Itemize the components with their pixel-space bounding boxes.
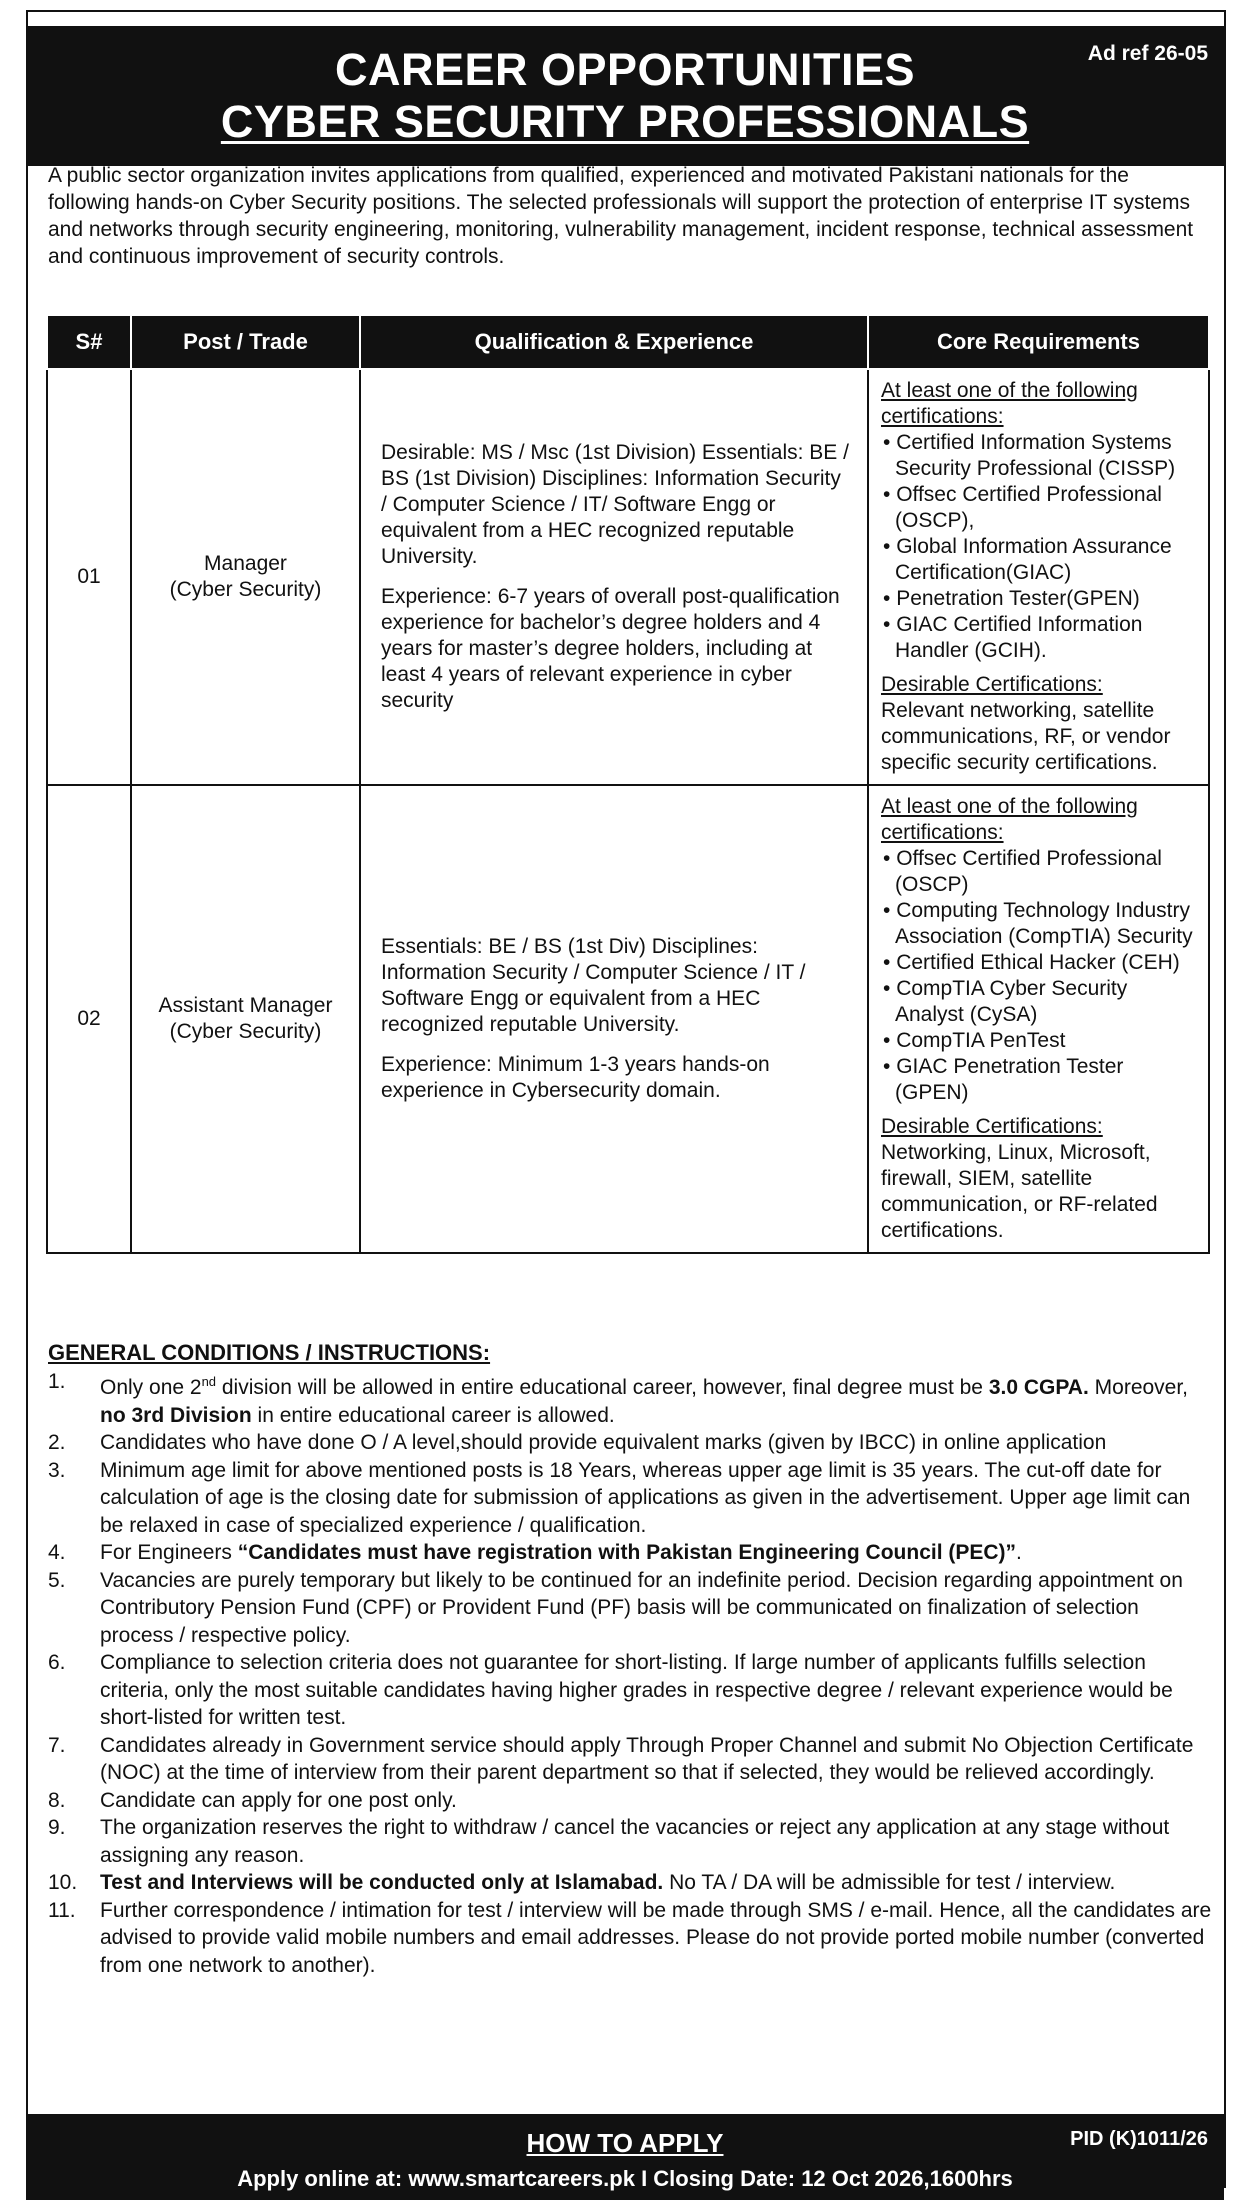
item-number: 2. [48, 1431, 66, 1454]
item-number: 5. [48, 1568, 66, 1592]
item-number: 7. [48, 1733, 66, 1757]
item-text: Moreover, [1088, 1376, 1189, 1399]
row-sn: 01 [47, 369, 131, 785]
footer-banner [26, 2114, 1224, 2200]
desirable-text: Relevant networking, satellite communications, RF, or vendor specific security certifications. [881, 699, 1171, 774]
conditions-list [48, 1368, 1213, 1979]
list-item: • Offsec Certified Professional (OSCP), [881, 482, 1196, 534]
item-text: Vacancies are purely temporary but likely to be continued for an indefinite period. Decision regarding appointment on Contributory Pension Fund (CPF) or Provident Fund (PF) basis will be communicated on finalization of selection process / respective policy. [100, 1568, 1183, 1647]
item-number: 11. [48, 1898, 76, 1922]
item-bold: 3.0 CGPA. [988, 1376, 1089, 1399]
item-text: Minimum age limit for above mentioned posts is 18 Years, whereas upper age limit is 35 years. The cut-off date for calculation of age is the closing date for submission of applications as given in the advertisement. Upper age limit can be relaxed in case of specialized experience / qualification. [100, 1458, 1191, 1537]
header-banner [26, 26, 1224, 166]
list-item [48, 1869, 1213, 1897]
list-item: • Certified Information Systems Security Professional (CISSP) [881, 430, 1196, 482]
list-item [48, 1814, 1213, 1869]
item-text: The organization reserves the right to withdraw / cancel the vacancies or reject any application at any stage without assigning any reason. [100, 1816, 1170, 1867]
row-qualification [360, 785, 868, 1253]
item-text: Candidates who have done O / A level,should provide equivalent marks (given by IBCC) in online application [100, 1431, 1107, 1454]
row-qualification [360, 369, 868, 785]
list-item [48, 1457, 1213, 1540]
intro-paragraph: A public sector organization invites applications from qualified, experienced and motivated Pakistani nationals for the following hands-on Cyber Security positions. The selected professionals will support the protection of enterprise IT systems and networks through security engineering, monitoring, vulnerability management, incident response, technical assessment and continuous improvement of security controls. [48, 164, 1194, 268]
item-bold: “Candidates must have registration with Pakistan Engineering Council (PEC)” [237, 1541, 1017, 1564]
item-number: 3. [48, 1458, 66, 1482]
list-item [48, 1787, 1213, 1815]
ad-reference: Ad ref 26-05 [1087, 42, 1208, 65]
row-sn: 02 [47, 785, 131, 1253]
item-text: . [1016, 1541, 1022, 1564]
row-requirements [868, 369, 1209, 785]
item-text: For Engineers [100, 1541, 238, 1564]
requirements-heading: At least one of the following certifications: [881, 795, 1138, 844]
experience-text: Experience: Minimum 1-3 years hands-on experience in Cybersecurity domain. [381, 1053, 770, 1102]
item-number: 9. [48, 1816, 66, 1839]
col-qualification: Qualification & Experience [360, 315, 868, 369]
list-item: • CompTIA PenTest [881, 1028, 1196, 1054]
item-number: 10. [48, 1871, 78, 1894]
item-text: Candidate can apply for one post only. [100, 1788, 457, 1812]
list-item: • Computing Technology Industry Association (CompTIA) Security [881, 898, 1196, 950]
list-item: • Global Information Assurance Certification(GIAC) [881, 534, 1196, 586]
list-item [48, 1539, 1213, 1567]
superscript: nd [201, 1374, 217, 1389]
item-number: 8. [48, 1788, 66, 1812]
item-text: No TA / DA will be admissible for test / interview. [663, 1871, 1116, 1894]
post-department: (Cyber Security) [169, 578, 322, 601]
list-item: • CompTIA Cyber Security Analyst (CySA) [881, 976, 1196, 1028]
item-bold: Test and Interviews will be conducted only at Islamabad. [100, 1871, 664, 1894]
certification-list [881, 430, 1196, 664]
col-sn: S# [47, 315, 131, 369]
row-requirements [868, 785, 1209, 1253]
requirements-heading: At least one of the following certifications: [881, 379, 1138, 428]
col-post: Post / Trade [131, 315, 360, 369]
positions-table [46, 314, 1210, 1254]
desirable-text: Networking, Linux, Microsoft, firewall, SIEM, satellite communication, or RF-related certifications. [881, 1141, 1158, 1242]
post-title: Manager [204, 552, 287, 575]
qualification-text: Essentials: BE / BS (1st Div) Disciplines: Information Security / Computer Science / IT / Software Engg or equivalent from a HEC recognized reputable University. [381, 935, 806, 1036]
item-number: 1. [48, 1370, 66, 1393]
page-title: CAREER OPPORTUNITIES [334, 44, 916, 95]
post-department: (Cyber Security) [169, 1020, 322, 1043]
list-item: • GIAC Certified Information Handler (GCIH). [881, 612, 1196, 664]
list-item: • Offsec Certified Professional (OSCP) [881, 846, 1196, 898]
certification-list [881, 846, 1196, 1106]
item-text: Only one 2 [100, 1376, 202, 1399]
conditions-heading: GENERAL CONDITIONS / INSTRUCTIONS: [48, 1340, 491, 1365]
list-item [48, 1368, 1213, 1429]
item-number: 6. [48, 1651, 66, 1674]
list-item: • Penetration Tester(GPEN) [881, 586, 1196, 612]
page-subtitle: CYBER SECURITY PROFESSIONALS [220, 96, 1030, 147]
item-bold: no 3rd Division [100, 1403, 252, 1427]
pid-reference: PID (K)1011/26 [1070, 2128, 1208, 2150]
row-post [131, 369, 360, 785]
item-text: in entire educational career is allowed. [251, 1403, 615, 1427]
item-text: Compliance to selection criteria does not guarantee for short-listing. If large number of applicants fulfills selection criteria, only the most suitable candidates having higher grades in respective degree / relevant experience would be short-listed for written test. [100, 1651, 1173, 1729]
list-item: • Certified Ethical Hacker (CEH) [881, 950, 1196, 976]
col-requirements: Core Requirements [868, 315, 1209, 369]
table-row [47, 785, 1209, 1253]
post-title: Assistant Manager [158, 994, 333, 1017]
list-item [48, 1649, 1213, 1732]
desirable-heading: Desirable Certifications: [881, 673, 1103, 696]
item-number: 4. [48, 1541, 66, 1564]
experience-text: Experience: 6-7 years of overall post-qualification experience for bachelor’s degree holders and 4 years for master’s degree holders, including at least 4 years of relevant experience in cyber security [381, 585, 840, 712]
list-item [48, 1732, 1213, 1787]
list-item: • GIAC Penetration Tester (GPEN) [881, 1054, 1196, 1106]
qualification-text: Desirable: MS / Msc (1st Division) Essentials: BE / BS (1st Division) Disciplines: Information Security / Computer Science / IT/ Software Engg or equivalent from a HEC recognized reputable University. [381, 441, 849, 568]
item-text: Further correspondence / intimation for test / interview will be made through SMS / e-mail. Hence, all the candidates are advised to provide valid mobile numbers and email addresses. Please do not provide ported mobile number (converted from one network to another). [100, 1898, 1212, 1977]
table-header-row [47, 315, 1209, 369]
list-item [48, 1897, 1213, 1980]
table-row [47, 369, 1209, 785]
list-item [48, 1429, 1213, 1457]
apply-instructions: Apply online at: www.smartcareers.pk I Closing Date: 12 Oct 2026,1600hrs [237, 2166, 1013, 2191]
row-post [131, 785, 360, 1253]
item-text: division will be allowed in entire educational career, however, final degree must be [216, 1376, 989, 1399]
item-text: Candidates already in Government service should apply Through Proper Channel and submit No Objection Certificate (NOC) at the time of interview from their parent department so that if selected, they would be relieved accordingly. [100, 1733, 1194, 1784]
desirable-heading: Desirable Certifications: [881, 1115, 1103, 1138]
how-to-apply-heading: HOW TO APPLY [526, 2128, 724, 2158]
list-item [48, 1567, 1213, 1650]
